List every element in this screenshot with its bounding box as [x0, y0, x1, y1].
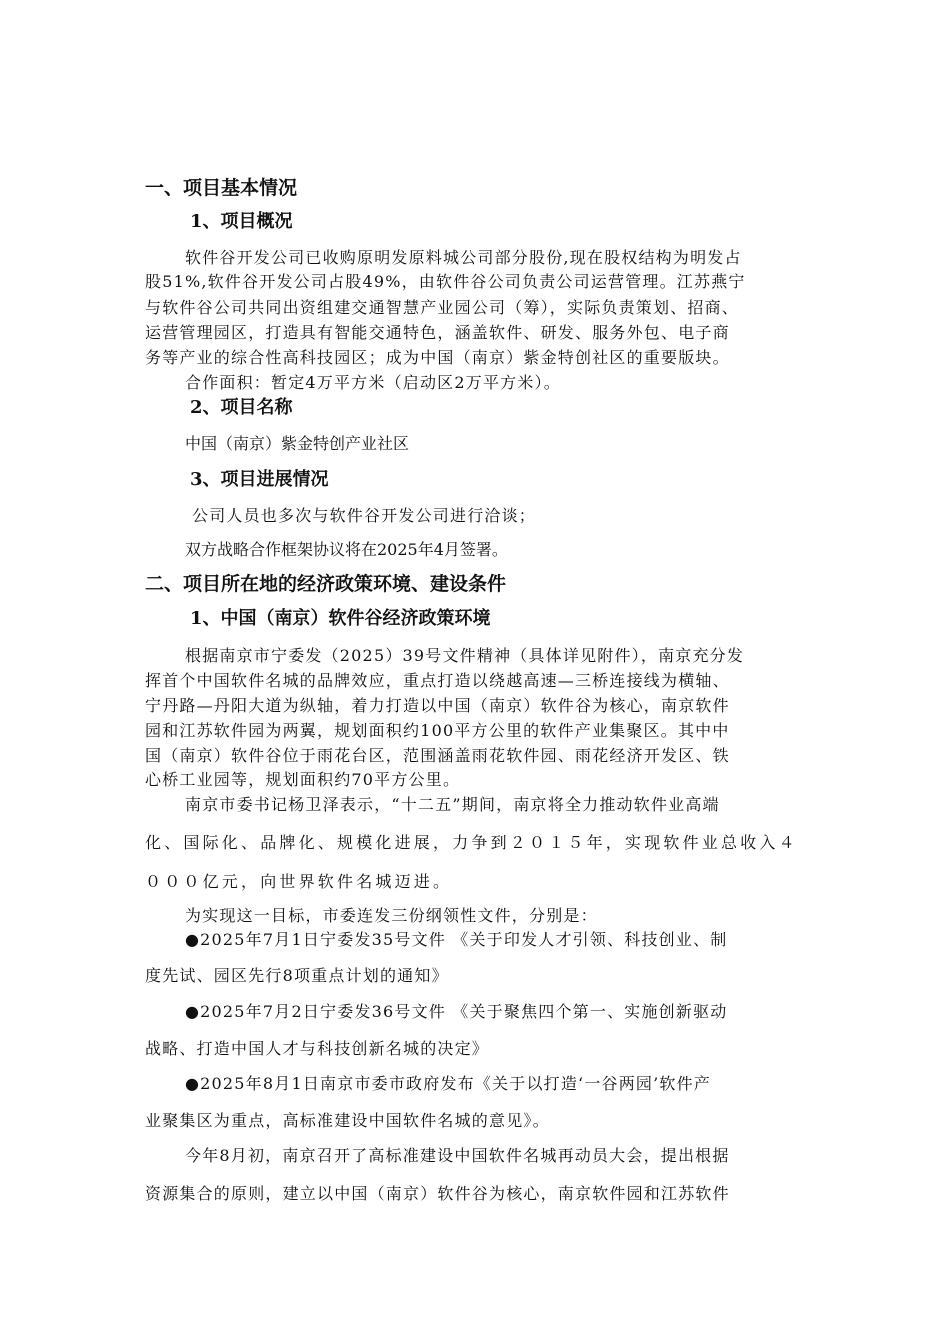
- section-heading: 一、项目基本情况: [145, 177, 298, 199]
- paragraph-line: 务等产业的综合性高科技园区；成为中国（南京）紫金特创社区的重要版块。: [145, 348, 730, 367]
- paragraph-line: ０００亿元，向世界软件名城迈进。: [145, 872, 453, 891]
- bullet-line: ●2025年7月2日宁委发36号文件 《关于聚焦四个第一、实施创新驱动: [185, 1002, 728, 1021]
- paragraph-line: 宁丹路—丹阳大道为纵轴，着力打造以中国（南京）软件谷为核心，南京软件: [145, 696, 730, 715]
- paragraph-line: 与软件谷公司共同出资组建交通智慧产业园公司（筹），实际负责策划、招商、: [145, 298, 740, 317]
- paragraph-line: 公司人员也多次与软件谷开发公司进行洽谈；: [192, 506, 537, 525]
- paragraph-line: 心桥工业园等，规划面积约70平方公里。: [145, 770, 461, 789]
- paragraph-line: 业聚集区为重点，高标准建设中国软件名城的意见》。: [145, 1111, 550, 1130]
- paragraph-line: 资源集合的原则，建立以中国（南京）软件谷为核心，南京软件园和江苏软件: [145, 1184, 730, 1203]
- subsection-heading: 1、项目概况: [190, 211, 293, 232]
- paragraph-line: 合作面积：暂定4万平方米（启动区2万平方米）。: [185, 373, 561, 392]
- paragraph-line: 股51%,软件谷开发公司占股49%，由软件谷公司负责公司运营管理。江苏燕宁: [145, 272, 746, 291]
- section-heading: 二、项目所在地的经济政策环境、建设条件: [145, 573, 507, 595]
- bullet-line: ●2025年7月1日宁委发35号文件 《关于印发人才引领、科技创业、制: [185, 930, 728, 949]
- paragraph-line: 根据南京市宁委发（2025）39号文件精神（具体详见附件），南京充分发: [185, 646, 745, 665]
- paragraph-line: 运营管理园区，打造具有智能交通特色，涵盖软件、研发、服务外包、电子商: [145, 323, 730, 342]
- paragraph-line: 为实现这一目标，市委连发三份纲领性文件，分别是：: [185, 906, 598, 925]
- paragraph-line: 今年8月初，南京召开了高标准建设中国软件名城再动员大会，提出根据: [185, 1146, 730, 1165]
- paragraph-line: 双方战略合作框架协议将在2025年4月签署。: [185, 540, 508, 559]
- paragraph-line: 南京市委书记杨卫泽表示，“十二五”期间，南京将全力推动软件业高端: [185, 795, 720, 814]
- bullet-line: ●2025年8月1日南京市委市政府发布《关于以打造‘一谷两园’软件产: [185, 1074, 712, 1093]
- paragraph-line: 软件谷开发公司已收购原明发原料城公司部分股份,现在股权结构为明发占: [185, 248, 742, 267]
- subsection-heading: 3、项目进展情况: [190, 469, 329, 490]
- paragraph-line: 度先试、园区先行8项重点计划的通知》: [145, 966, 449, 985]
- paragraph-line: 挥首个中国软件名城的品牌效应，重点打造以绕越高速—三桥连接线为横轴、: [145, 671, 730, 690]
- paragraph-line: 中国（南京）紫金特创产业社区: [185, 434, 410, 453]
- paragraph-line: 战略、打造中国人才与科技创新名城的决定》: [145, 1039, 490, 1058]
- paragraph-line: 园和江苏软件园为两翼，规划面积约100平方公里的软件产业集聚区。其中中: [145, 721, 730, 740]
- subsection-heading: 1、中国（南京）软件谷经济政策环境: [190, 608, 491, 629]
- paragraph-line: 化、国际化、品牌化、规模化进展，力争到２０１５年，实现软件业总收入４: [145, 833, 798, 852]
- paragraph-line: 国（南京）软件谷位于雨花台区，范围涵盖雨花软件园、雨花经济开发区、铁: [145, 746, 730, 765]
- subsection-heading: 2、项目名称: [190, 397, 293, 418]
